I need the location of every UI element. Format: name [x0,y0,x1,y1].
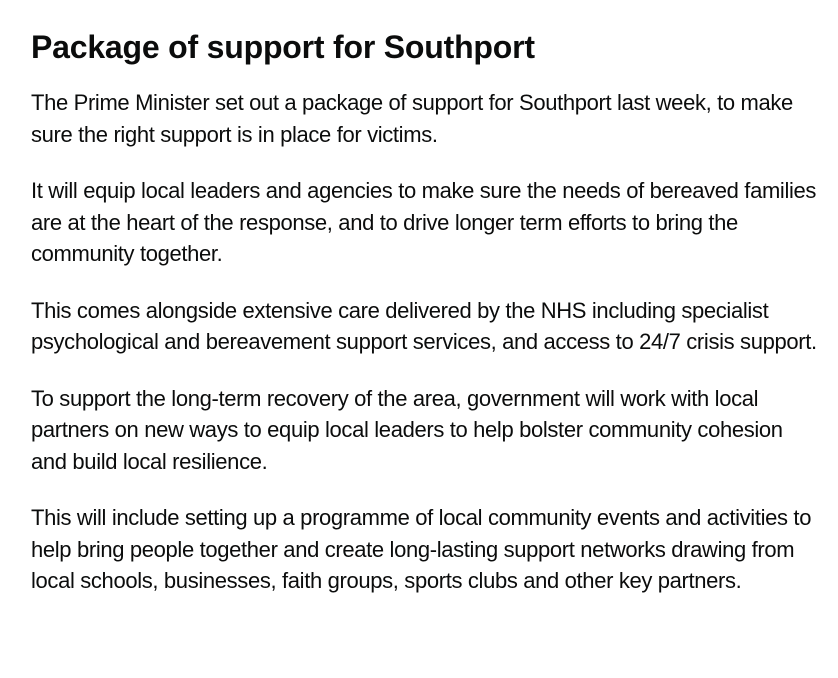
section-heading: Package of support for Southport [31,29,535,65]
article-section [31,28,821,597]
paragraph-local-leaders: It will equip local leaders and agencies to make sure the needs of bereaved families are at the heart of the response, and to drive longer term efforts to bring the community together. [31,178,817,266]
paragraph-nhs-care: This comes alongside extensive care delivered by the NHS including specialist psychological and bereavement support services, and access to 24/7 crisis support. [31,297,817,354]
paragraph-support-package: The Prime Minister set out a package of support for Southport last week, to make sure the right support is in place for victims. [31,90,793,147]
paragraph-long-term-recovery: To support the long-term recovery of the area, government will work with local partners on new ways to equip local leaders to help bolster community cohesion and build local resilience. [31,385,783,474]
paragraph-community-events: This will include setting up a programme of local community events and activities to help bring people together and create long-lasting support networks drawing from local schools, businesses, faith groups, sports clubs and other key partners. [31,505,812,593]
